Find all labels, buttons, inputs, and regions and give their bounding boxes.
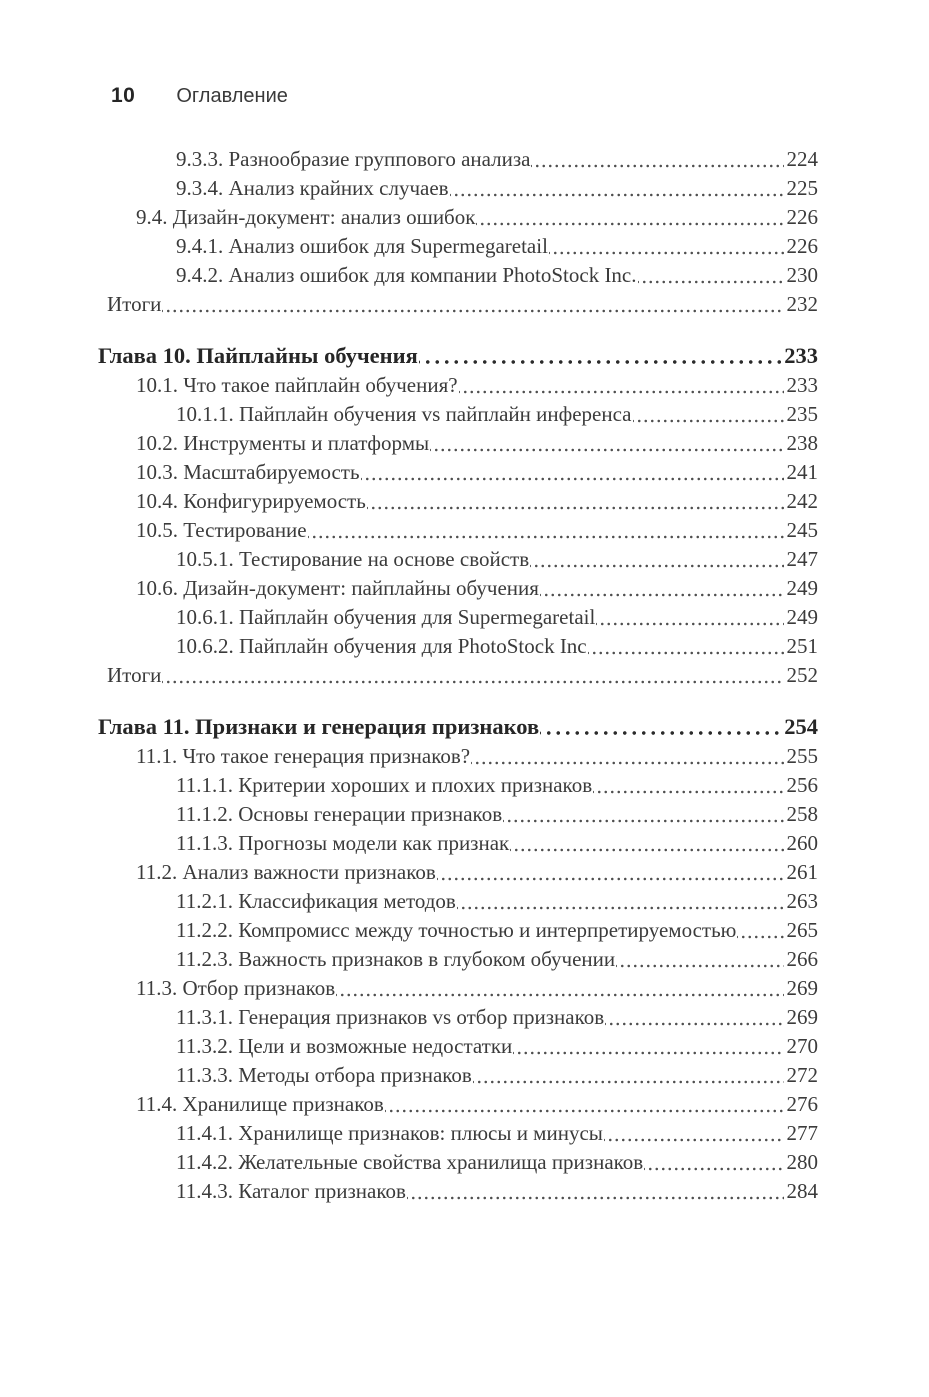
toc-entry-title: 11.3. Отбор признаков: [136, 976, 336, 1000]
dot-leader: [604, 1119, 784, 1148]
toc-entry[interactable]: [98, 1177, 818, 1206]
toc-entry-page: 242: [786, 489, 818, 513]
toc-entry-title: 11.4.1. Хранилище признаков: плюсы и минусы: [176, 1121, 603, 1145]
dot-leader: [540, 712, 781, 742]
toc-entry[interactable]: [98, 574, 818, 603]
dot-leader: [588, 632, 784, 661]
toc-entry[interactable]: [98, 203, 818, 232]
toc-entry-title: 9.3.3. Разнообразие группового анализа: [176, 147, 531, 171]
dot-leader: [385, 1090, 784, 1119]
toc-entry[interactable]: [98, 371, 818, 400]
dot-leader: [459, 371, 784, 400]
page-header: [111, 84, 929, 108]
toc-entry-title: 11.3.1. Генерация признаков vs отбор признаков: [176, 1005, 605, 1029]
toc-entry[interactable]: [98, 661, 818, 690]
dot-leader: [737, 916, 783, 945]
toc-entry[interactable]: [98, 174, 818, 203]
dot-leader: [476, 203, 783, 232]
toc-entry-title: 11.2.2. Компромисс между точностью и интерпретируемостью: [176, 918, 737, 942]
toc-entry[interactable]: [98, 800, 818, 829]
dot-leader: [593, 771, 783, 800]
dot-leader: [437, 858, 784, 887]
toc-entry[interactable]: [98, 829, 818, 858]
toc-entry-page: 238: [786, 431, 818, 455]
dot-leader: [367, 487, 784, 516]
toc-entry-title: 10.1.1. Пайплайн обучения vs пайплайн инференса: [176, 402, 632, 426]
toc-entry-title: Итоги: [107, 292, 162, 316]
dot-leader: [430, 429, 783, 458]
toc-entry-title: Глава 11. Признаки и генерация признаков: [98, 714, 540, 739]
toc-entry-title: 11.2. Анализ важности признаков: [136, 860, 436, 884]
dot-leader: [530, 545, 783, 574]
toc-entry[interactable]: [98, 429, 818, 458]
toc-entry[interactable]: [98, 261, 818, 290]
toc-entry[interactable]: [98, 858, 818, 887]
toc-entry-page: 280: [786, 1150, 818, 1174]
toc-entry-page: 241: [786, 460, 818, 484]
toc-entry[interactable]: [98, 1119, 818, 1148]
toc-entry-page: 260: [786, 831, 818, 855]
toc-entry[interactable]: [98, 1090, 818, 1119]
toc-entry-title: 10.3. Масштабируемость: [136, 460, 360, 484]
toc-entry[interactable]: [98, 516, 818, 545]
toc-entry-title: 11.1.2. Основы генерации признаков: [176, 802, 503, 826]
toc-entry[interactable]: [98, 1032, 818, 1061]
toc-entry[interactable]: [98, 887, 818, 916]
toc-entry-page: 258: [786, 802, 818, 826]
toc-entry[interactable]: [98, 1148, 818, 1177]
toc-entry-page: 277: [786, 1121, 818, 1145]
toc-entry[interactable]: [98, 290, 818, 319]
page-number: 10: [111, 84, 136, 107]
toc-entry[interactable]: [98, 712, 818, 742]
toc-entry-title: Глава 10. Пайплайны обучения: [98, 343, 418, 368]
toc-entry-title: 11.4.3. Каталог признаков: [176, 1179, 406, 1203]
toc-entry[interactable]: [98, 632, 818, 661]
toc-entry-page: 233: [784, 343, 818, 368]
dot-leader: [419, 341, 781, 371]
toc-entry[interactable]: [98, 458, 818, 487]
toc-entry[interactable]: [98, 974, 818, 1003]
toc-entry[interactable]: [98, 742, 818, 771]
toc-entry-page: 233: [786, 373, 818, 397]
toc-entry-page: 235: [786, 402, 818, 426]
toc-entry-page: 225: [786, 176, 818, 200]
toc-entry-title: 10.4. Конфигурируемость: [136, 489, 366, 513]
toc-entry-page: 263: [786, 889, 818, 913]
toc-entry[interactable]: [98, 232, 818, 261]
toc-entry-title: 11.4.2. Желательные свойства хранилища признаков: [176, 1150, 644, 1174]
toc-entry-page: 269: [786, 976, 818, 1000]
toc-entry-title: 10.6.1. Пайплайн обучения для Supermegaretail: [176, 605, 596, 629]
dot-leader: [531, 145, 783, 174]
dot-leader: [407, 1177, 784, 1206]
book-page: [0, 84, 929, 1397]
toc-entry-page: 272: [786, 1063, 818, 1087]
dot-leader: [457, 887, 784, 916]
toc-entry-title: 10.1. Что такое пайплайн обучения?: [136, 373, 458, 397]
dot-leader: [644, 1148, 783, 1177]
toc-entry-title: 9.4.2. Анализ ошибок для компании PhotoStock Inc.: [176, 263, 637, 287]
toc-entry-title: 11.1.1. Критерии хороших и плохих признаков: [176, 773, 593, 797]
toc-entry-page: 251: [786, 634, 818, 658]
toc-entry-page: 269: [786, 1005, 818, 1029]
dot-leader: [162, 290, 783, 319]
toc-entry[interactable]: [98, 341, 818, 371]
toc-entry[interactable]: [98, 603, 818, 632]
toc-entry-page: 270: [786, 1034, 818, 1058]
dot-leader: [638, 261, 784, 290]
toc-entry-title: 11.2.3. Важность признаков в глубоком обучении: [176, 947, 616, 971]
toc-entry[interactable]: [98, 545, 818, 574]
toc-entry-title: 11.3.2. Цели и возможные недостатки: [176, 1034, 513, 1058]
toc-entry-title: 9.4.1. Анализ ошибок для Supermegaretail: [176, 234, 548, 258]
dot-leader: [513, 1032, 783, 1061]
toc-entry[interactable]: [98, 400, 818, 429]
dot-leader: [361, 458, 784, 487]
toc-entry-title: 11.3.3. Методы отбора признаков: [176, 1063, 472, 1087]
toc-entry-page: 226: [786, 205, 818, 229]
toc-entry-page: 249: [786, 576, 818, 600]
toc-entry-page: 247: [786, 547, 818, 571]
dot-leader: [540, 574, 784, 603]
toc-entry-page: 224: [786, 147, 818, 171]
toc-entry-title: 10.6.2. Пайплайн обучения для PhotoStock Inc: [176, 634, 587, 658]
toc-entry-title: 10.2. Инструменты и платформы: [136, 431, 430, 455]
dot-leader: [510, 829, 783, 858]
dot-leader: [450, 174, 784, 203]
toc-entry[interactable]: [98, 487, 818, 516]
dot-leader: [473, 1061, 784, 1090]
toc-entry-page: 245: [786, 518, 818, 542]
toc-list: [98, 145, 818, 1206]
toc-entry-page: 266: [786, 947, 818, 971]
toc-entry[interactable]: [98, 945, 818, 974]
toc-entry-page: 230: [786, 263, 818, 287]
toc-entry-page: 261: [786, 860, 818, 884]
dot-leader: [503, 800, 783, 829]
toc-entry-title: 11.1.3. Прогнозы модели как признак: [176, 831, 510, 855]
toc-entry-title: 11.4. Хранилище признаков: [136, 1092, 384, 1116]
toc-entry[interactable]: [98, 1061, 818, 1090]
dot-leader: [549, 232, 784, 261]
toc-entry-title: 10.5. Тестирование: [136, 518, 307, 542]
toc-entry-page: 232: [786, 292, 818, 316]
dot-leader: [336, 974, 783, 1003]
dot-leader: [596, 603, 783, 632]
dot-leader: [605, 1003, 783, 1032]
toc-entry-title: 10.5.1. Тестирование на основе свойств: [176, 547, 530, 571]
toc-entry-page: 254: [784, 714, 818, 739]
toc-entry-title: 11.1. Что такое генерация признаков?: [136, 744, 471, 768]
toc-entry-page: 284: [786, 1179, 818, 1203]
toc-entry-title: 11.2.1. Классификация методов: [176, 889, 456, 913]
toc-entry-page: 256: [786, 773, 818, 797]
dot-leader: [616, 945, 783, 974]
toc-entry[interactable]: [98, 916, 818, 945]
toc-entry[interactable]: [98, 771, 818, 800]
toc-entry-page: 255: [786, 744, 818, 768]
toc-entry-title: 10.6. Дизайн-документ: пайплайны обучения: [136, 576, 539, 600]
toc-entry-title: Итоги: [107, 663, 162, 687]
toc-entry-page: 252: [786, 663, 818, 687]
toc-entry-page: 226: [786, 234, 818, 258]
toc-entry-page: 249: [786, 605, 818, 629]
dot-leader: [308, 516, 784, 545]
toc-entry[interactable]: [98, 1003, 818, 1032]
dot-leader: [162, 661, 783, 690]
toc-entry-title: 9.3.4. Анализ крайних случаев: [176, 176, 449, 200]
toc-entry-page: 265: [786, 918, 818, 942]
toc-header-title: Оглавление: [176, 85, 288, 107]
toc-entry[interactable]: [98, 145, 818, 174]
toc-entry-title: 9.4. Дизайн-документ: анализ ошибок: [136, 205, 476, 229]
toc-entry-page: 276: [786, 1092, 818, 1116]
dot-leader: [471, 742, 783, 771]
dot-leader: [633, 400, 784, 429]
